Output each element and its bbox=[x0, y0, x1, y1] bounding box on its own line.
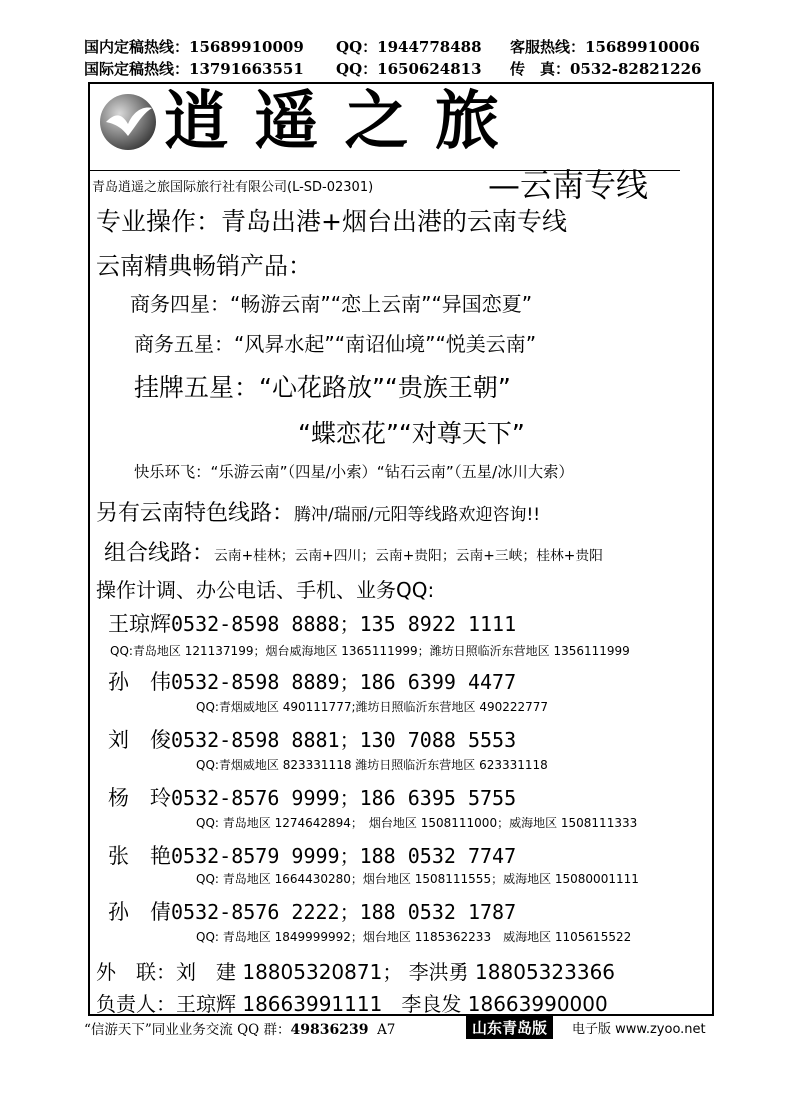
footer-group-line bbox=[84, 1018, 395, 1038]
service-hotline: 客服热线：15689910006 bbox=[510, 38, 700, 56]
contact-row bbox=[108, 896, 516, 926]
contact-qq: QQ:青烟威地区 490111777;潍坊日照临沂东营地区 490222777 bbox=[196, 700, 549, 714]
contact-qq: QQ:青烟威地区 823331118 潍坊日照临沂东营地区 623331118 bbox=[196, 758, 548, 772]
contact-name: 张 艳 bbox=[108, 844, 171, 868]
licensed-five-star-products: 挂牌五星：“心花路放”“贵族王朝” bbox=[134, 373, 511, 402]
contact-qq: QQ: 青岛地区 1274642894； 烟台地区 1508111000；威海地区 1508111333 bbox=[196, 816, 638, 830]
licensed-five-star-products-2: “蝶恋花”“对尊天下” bbox=[298, 419, 525, 448]
bird-logo-icon bbox=[98, 92, 158, 152]
domestic-hotline: 国内定稿热线：15689910009 bbox=[84, 38, 304, 56]
edition-website: 电子版 www.zyoo.net bbox=[572, 1022, 706, 1037]
contact-row bbox=[108, 782, 516, 812]
liaison-person-1: 刘 建 18805320871； bbox=[176, 960, 403, 984]
manager-person-2: 李良发 18663990000 bbox=[401, 992, 608, 1016]
contact-phones: 0532-8579 9999；188 0532 7747 bbox=[171, 844, 517, 868]
intl-hotline: 国际定稿热线：13791663551 bbox=[84, 60, 304, 78]
contacts-heading: 操作计调、办公电话、手机、业务QQ: bbox=[96, 578, 435, 602]
footer-group-number: 49836239 bbox=[290, 1022, 369, 1038]
contact-qq: QQ:青岛地区 121137199；烟台威海地区 1365111999；潍坊日照临沂东营地区 1356111999 bbox=[110, 644, 630, 658]
contact-phones: 0532-8598 8888；135 8922 1111 bbox=[171, 612, 517, 636]
manager-line bbox=[96, 988, 608, 1017]
combo-routes-line bbox=[104, 536, 603, 567]
contact-phones: 0532-8598 8889；186 6399 4477 bbox=[171, 670, 517, 694]
brand-title: 逍 遥 之 旅 bbox=[164, 84, 501, 159]
contact-qq: QQ: 青岛地区 1849999992；烟台地区 1185362233 威海地区 1105615522 bbox=[196, 930, 632, 944]
manager-label: 负责人： bbox=[96, 992, 176, 1016]
special-routes-label: 另有云南特色线路： bbox=[96, 501, 295, 526]
four-star-products: 商务四星：“畅游云南”“恋上云南”“异国恋夏” bbox=[130, 292, 533, 316]
contact-row bbox=[108, 840, 516, 870]
brand-subtitle: —云南专线 bbox=[488, 166, 649, 204]
flight-products: 快乐环飞：“乐游云南”（四星/小索）“钻石云南”（五星/冰川大索） bbox=[134, 463, 574, 481]
special-routes-line bbox=[96, 496, 540, 527]
flyer-box bbox=[88, 82, 714, 1016]
company-name: 青岛逍遥之旅国际旅行社有限公司(L-SD-02301) bbox=[92, 180, 374, 195]
footer-group-label: “信游天下”同业业务交流 QQ 群： bbox=[84, 1022, 291, 1038]
contact-row bbox=[108, 666, 516, 696]
liaison-label: 外 联： bbox=[96, 960, 176, 984]
liaison-line bbox=[96, 956, 615, 985]
contact-qq: QQ: 青岛地区 1664430280；烟台地区 1508111555；威海地区 15080001111 bbox=[196, 872, 639, 886]
contact-row bbox=[108, 608, 516, 638]
contact-name: 孙 倩 bbox=[108, 900, 171, 924]
five-star-products: 商务五星：“风昇水起”“南诏仙境”“悦美云南” bbox=[134, 332, 537, 356]
combo-routes-detail: 云南+桂林；云南+四川；云南+贵阳；云南+三峡；桂林+贵阳 bbox=[214, 548, 603, 564]
main-service-line: 专业操作：青岛出港+烟台出港的云南专线 bbox=[96, 207, 567, 236]
contact-phones: 0532-8598 8881；130 7088 5553 bbox=[171, 728, 517, 752]
contact-phones: 0532-8576 9999；186 6395 5755 bbox=[171, 786, 517, 810]
footer-page-number: A7 bbox=[377, 1022, 396, 1038]
qq-hotline-1: QQ：1944778488 bbox=[336, 38, 482, 56]
fax-number: 传 真：0532-82821226 bbox=[510, 60, 702, 78]
contact-name: 刘 俊 bbox=[108, 728, 171, 752]
manager-person-1: 王琼辉 18663991111 bbox=[176, 992, 383, 1016]
special-routes-detail: 腾冲/瑞丽/元阳等线路欢迎咨询!! bbox=[294, 505, 541, 525]
contact-row bbox=[108, 724, 516, 754]
products-heading: 云南精典畅销产品： bbox=[96, 252, 312, 280]
contact-name: 杨 玲 bbox=[108, 786, 171, 810]
contact-name: 王琼辉 bbox=[108, 612, 171, 636]
liaison-person-2: 李洪勇 18805323366 bbox=[408, 960, 616, 984]
qq-hotline-2: QQ：1650624813 bbox=[336, 60, 482, 78]
combo-routes-label: 组合线路： bbox=[104, 541, 215, 566]
contact-phones: 0532-8576 2222；188 0532 1787 bbox=[171, 900, 517, 924]
edition-badge: 山东青岛版 bbox=[466, 1016, 553, 1039]
contact-name: 孙 伟 bbox=[108, 670, 171, 694]
